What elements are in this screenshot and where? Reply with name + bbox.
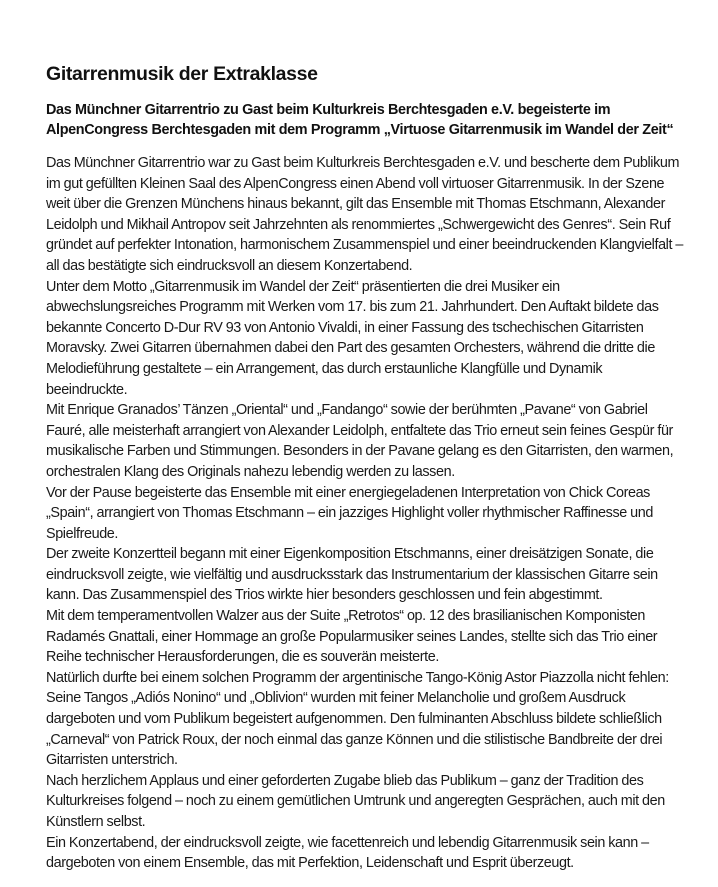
paragraph-intro: Das Münchner Gitarrentrio war zu Gast beim Kulturkreis Berchtesgaden e.V. und bescherte dem Publikum im gut gefüllten Kleinen Saal des AlpenCongress einen Abend voll virtuoser Gitarrenmusik. In der Szene weit über die Grenzen Münchens hinaus bekannt, gilt das Ensemble mit Thomas Etschmann, Alexander Leidolph und Mikhail Antropov seit Jahrzehnten als renommiertes „Schwergewicht des Genres“. Sein Ruf gründet auf perfekter Intonation, harmonischem Zusammenspiel und einer beeindruckenden Klangvielfalt – all das bestätigte sich eindrucksvoll an diesem Konzertabend.	[46, 155, 683, 274]
paragraph-program: Unter dem Motto „Gitarrenmusik im Wandel der Zeit“ präsentierten die drei Musiker ein abwechslungsreiches Programm mit Werken vom 17. bis zum 21. Jahrhundert. Den Auftakt bildete das bekannte Concerto D-Dur RV 93 von Antonio Vivaldi, in einer Fassung des tschechischen Gitarristen Moravsky. Zwei Gitarren übernahmen dabei den Part des gesamten Orchesters, während die dritte die Melodieführung gestaltete – ein Arrangement, das durch erstaunliche Klangfülle und Dynamik beeindruckte.	[46, 278, 659, 398]
paragraph-granados: Mit Enrique Granados’ Tänzen „Oriental“ und „Fandango“ sowie der berühmten „Pavane“ von Gabriel Fauré, alle meisterhaft arrangiert von Alexander Leidolph, entfaltete das Trio erneut sein feines Gespür für musikalische Farben und Stimmungen. Besonders in der Pavane gelang es den Gitarristen, den warmen, orchestralen Klang des Originals nahezu lebendig werden zu lassen.	[46, 402, 674, 480]
paragraph-piazzolla: Natürlich durfte bei einem solchen Programm der argentinische Tango-König Astor Piazzolla nicht fehlen: Seine Tangos „Adiós Nonino“ und „Oblivion“ wurden mit feiner Melancholie und großem Ausdruck dargeboten und vom Publikum begeistert aufgenommen. Den fulminanten Abschluss bildete schließlich „Carneval“ von Patrick Roux, der noch einmal das ganze Können und die stilistische Bandbreite der drei Gitarristen unterstrich.	[46, 669, 669, 769]
paragraph-second-part: Der zweite Konzertteil begann mit einer Eigenkomposition Etschmanns, einer dreisätzigen Sonate, die eindrucksvoll zeigte, wie vielfältig und ausdrucksstark das Instrumentarium der klassischen Gitarre sein kann. Das Zusammenspiel des Trios wirkte hier besonders geschlossen und fein abgestimmt.	[46, 546, 658, 604]
paragraph-gnattali: Mit dem temperamentvollen Walzer aus der Suite „Retrotos“ op. 12 des brasilianischen Komponisten Radamés Gnattali, einer Hommage an große Popularmusiker seines Landes, stellte sich das Trio einer Reihe technischer Herausforderungen, die es souverän meisterte.	[46, 608, 658, 666]
paragraph-conclusion: Ein Konzertabend, der eindrucksvoll zeigte, wie facettenreich und lebendig Gitarrenmusik sein kann – dargeboten von einem Ensemble, das mit Perfektion, Leidenschaft und Esprit überzeugt.	[46, 834, 649, 872]
paragraph-spain: Vor der Pause begeisterte das Ensemble mit einer energiegeladenen Interpretation von Chick Coreas „Spain“, arrangiert von Thomas Etschmann – ein jazziges Highlight voller rhythmischer Raffinesse und Spielfreude.	[46, 484, 653, 542]
paragraph-encore: Nach herzlichem Applaus und einer geforderten Zugabe blieb das Publikum – ganz der Tradition des Kulturkreises folgend – noch zu einem gemütlichen Umtrunk und angeregten Gesprächen, auch mit den Künstlern selbst.	[46, 772, 665, 830]
article-subtitle: Das Münchner Gitarrentrio zu Gast beim Kulturkreis Berchtesgaden e.V. begeisterte im AlpenCongress Berchtesgaden mit dem Programm „Virtuose Gitarrenmusik im Wandel der Zeit“	[46, 102, 674, 138]
article-body	[46, 153, 686, 874]
article-title: Gitarrenmusik der Extraklasse	[46, 63, 318, 85]
article	[46, 62, 686, 874]
